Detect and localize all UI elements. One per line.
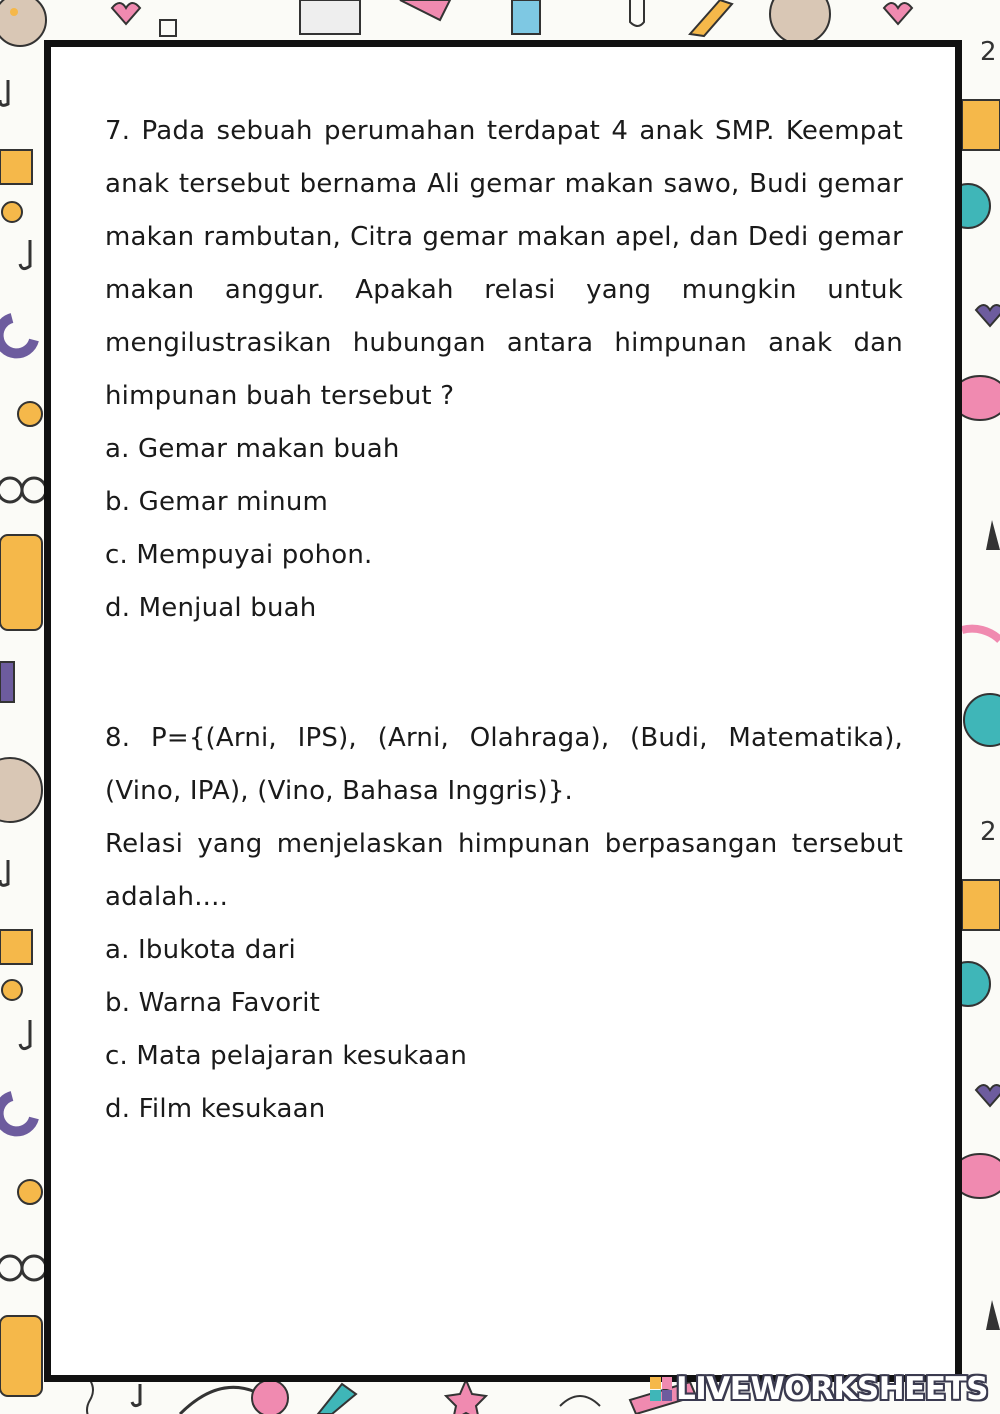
coin-icon xyxy=(18,1180,42,1204)
question-8-option-b: b. Warna Favorit xyxy=(105,988,321,1018)
rocket-icon xyxy=(318,1384,356,1414)
music-note-icon xyxy=(0,80,8,105)
paperclip-icon xyxy=(630,0,644,26)
question-8-option-a: a. Ibukota dari xyxy=(105,935,296,965)
squiggle-icon xyxy=(560,1396,600,1406)
question-8-prompt: Relasi yang menjelaskan himpunan berpasangan tersebut adalah.... xyxy=(105,829,903,912)
triangle-icon xyxy=(986,1300,1000,1330)
coin-icon xyxy=(18,402,42,426)
rainbow-icon xyxy=(962,629,1000,640)
palette-icon xyxy=(0,0,46,46)
liveworksheets-logo-icon xyxy=(650,1377,672,1401)
glasses-icon xyxy=(0,1256,22,1280)
heart-icon xyxy=(884,3,912,24)
swoosh-icon xyxy=(180,1387,260,1414)
box-icon xyxy=(962,100,1000,150)
heart-icon xyxy=(976,1085,1000,1106)
glasses-icon xyxy=(0,478,22,502)
question-7-option-a: a. Gemar makan buah xyxy=(105,434,400,464)
pencil-icon xyxy=(690,0,732,36)
calculator-icon xyxy=(0,1316,42,1396)
question-8-option-d: d. Film kesukaan xyxy=(105,1094,326,1124)
cup-icon xyxy=(0,662,14,702)
palette-icon xyxy=(0,758,42,822)
music-note-icon xyxy=(20,1020,30,1049)
question-7-option-b: b. Gemar minum xyxy=(105,487,329,517)
music-note-icon xyxy=(0,860,8,885)
question-7-option-d: d. Menjual buah xyxy=(105,593,317,623)
svg-text:2: 2 xyxy=(980,37,997,67)
magnet-icon xyxy=(0,318,34,353)
clock-icon xyxy=(2,202,22,222)
music-note-icon xyxy=(132,1384,140,1406)
globe-icon xyxy=(964,694,1000,746)
calculator-icon xyxy=(0,535,42,630)
box-icon xyxy=(0,930,32,964)
svg-text:2: 2 xyxy=(980,817,997,847)
rocket-icon xyxy=(400,0,450,20)
sad-face-icon xyxy=(252,1380,288,1414)
worksheet-content xyxy=(105,105,903,1136)
question-7-text: 7. Pada sebuah perumahan terdapat 4 anak SMP. Keempat anak tersebut bernama Ali gemar makan sawo, Budi gemar makan rambutan, Citra gemar makan apel, dan Dedi gemar makan anggur. Apakah relasi yang mungkin untuk mengilustrasikan hubungan antara himpunan anak dan himpunan buah tersebut ? xyxy=(105,116,903,411)
box-icon xyxy=(0,150,32,184)
triangle-icon xyxy=(986,520,1000,550)
music-note-icon xyxy=(20,240,30,269)
question-7-option-c: c. Mempuyai pohon. xyxy=(105,540,373,570)
note-icon xyxy=(160,20,176,36)
book-icon xyxy=(300,0,360,34)
ruler-icon xyxy=(512,0,540,34)
worksheet-page xyxy=(44,40,962,1382)
star-icon xyxy=(446,1380,486,1414)
liveworksheets-logo-text: LIVEWORKSHEETS xyxy=(676,1371,988,1407)
magnet-icon xyxy=(0,1096,34,1131)
box-icon xyxy=(962,880,1000,930)
heart-icon xyxy=(112,3,140,24)
heart-icon xyxy=(976,305,1000,326)
squiggle-icon xyxy=(87,1380,93,1414)
clock-icon xyxy=(2,980,22,1000)
palette-icon xyxy=(770,0,830,44)
liveworksheets-logo[interactable] xyxy=(650,1372,988,1406)
question-8-option-c: c. Mata pelajaran kesukaan xyxy=(105,1041,468,1071)
question-8-text: 8. P={(Arni, IPS), (Arni, Olahraga), (Budi, Matematika), (Vino, IPA), (Vino, Bahasa Inggris)}. xyxy=(105,723,903,806)
